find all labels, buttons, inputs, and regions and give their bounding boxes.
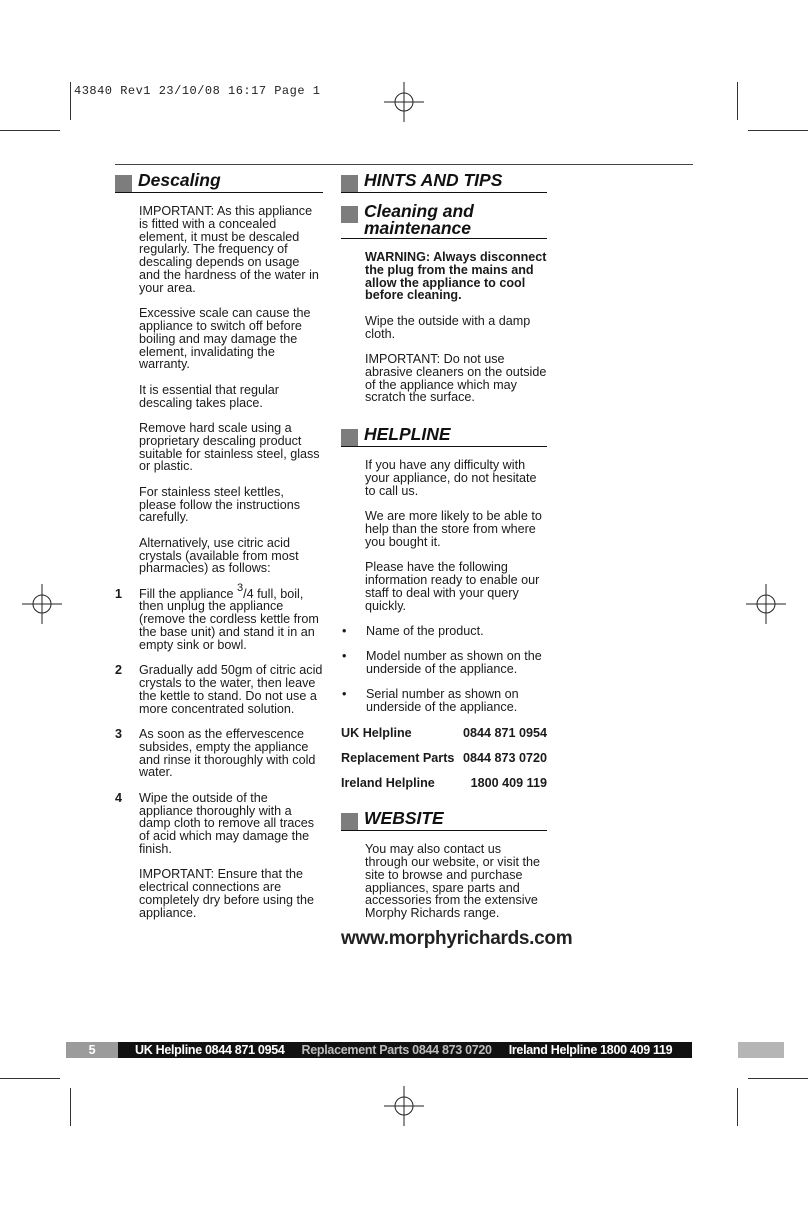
crop-mark (70, 1088, 71, 1126)
helpline-paragraph: If you have any difficulty with your appliance, do not hesitate to call us. (365, 458, 537, 498)
cleaning-title: Cleaning and maintenance (364, 201, 474, 238)
helpline-row (341, 752, 547, 765)
website-title: WEBSITE (364, 808, 444, 829)
descaling-title: Descaling (138, 170, 221, 190)
step-text: Gradually add 50gm of citric acid crystals to the water, then leave the kettle to stand. Do not use a more concentrated solution. (139, 663, 323, 716)
bullet-icon: • (342, 623, 347, 638)
cleaning-paragraph: Wipe the outside with a damp cloth. (365, 313, 531, 341)
helpline-number: 0844 871 0954 (462, 725, 547, 740)
step-number: 3 (115, 727, 123, 742)
heading-square-icon (341, 429, 358, 446)
registration-mark-icon (746, 584, 786, 624)
list-item (341, 688, 547, 714)
footer-grey-tab (738, 1042, 784, 1058)
heading-square-icon (341, 813, 358, 830)
descaling-step (115, 664, 323, 715)
helpline-paragraph: Please have the following information ready to enable our staff to deal with your query quickly. (365, 560, 540, 613)
descaling-column (115, 172, 323, 932)
helpline-paragraph: We are more likely to be able to help than the store from where you bought it. (365, 509, 542, 549)
bullet-icon: • (342, 687, 347, 702)
heading-square-icon (341, 175, 358, 192)
step-text: Wipe the outside of the appliance thoroughly with a damp cloth to remove all traces of acid which may damage the finish. (139, 790, 314, 857)
descaling-paragraph: For stainless steel kettles, please follow the instructions carefully. (139, 484, 301, 525)
helpline-number: 1800 409 119 (470, 776, 547, 791)
footer-replacement-parts: Replacement Parts 0844 873 0720 (301, 1043, 492, 1057)
cleaning-paragraph: IMPORTANT: Do not use abrasive cleaners on the outside of the appliance which may scratch the surface. (365, 351, 547, 405)
descaling-paragraph: IMPORTANT: As this appliance is fitted with a concealed element, it must be descaled regularly. The frequency of descaling depends on usage and the hardness of the water in your area. (139, 204, 319, 295)
crop-mark (737, 1088, 738, 1126)
registration-mark-icon (384, 82, 424, 122)
helpline-label: Replacement Parts (341, 751, 455, 766)
descaling-step (115, 792, 323, 856)
footer-bar (66, 1042, 692, 1058)
list-item (341, 625, 547, 638)
hints-heading (341, 172, 547, 193)
step-number: 4 (115, 790, 123, 805)
step-number: 2 (115, 663, 123, 678)
bullet-icon: • (342, 649, 347, 664)
helpline-label: Ireland Helpline (341, 776, 435, 791)
crop-mark (737, 82, 738, 120)
page-number: 5 (66, 1042, 118, 1058)
website-heading (341, 810, 547, 831)
crop-mark (0, 1078, 60, 1079)
print-slug: 43840 Rev1 23/10/08 16:17 Page 1 (74, 84, 321, 98)
descaling-paragraph: It is essential that regular descaling takes place. (139, 382, 280, 410)
heading-square-icon (341, 206, 358, 223)
list-item-text: Name of the product. (366, 623, 484, 638)
helpline-title: HELPLINE (364, 424, 451, 445)
step-text: Fill the appliance $^3$/4 full, boil, then unplug the appliance (remove the cordless kettle from the base unit) and stand it in an empty sink or bowl. (139, 581, 319, 652)
hints-title: HINTS AND TIPS (364, 170, 503, 190)
footer-uk-helpline: UK Helpline 0844 871 0954 (135, 1043, 285, 1057)
crop-mark (748, 130, 808, 131)
registration-mark-icon (22, 584, 62, 624)
heading-square-icon (115, 175, 132, 192)
cleaning-heading (341, 203, 547, 239)
list-item-text: Serial number as shown on underside of the appliance. (366, 687, 519, 715)
top-rule (115, 164, 693, 165)
crop-mark (70, 82, 71, 120)
cleaning-warning: WARNING: Always disconnect the plug from the mains and allow the appliance to cool before cleaning. (365, 250, 547, 303)
crop-mark (748, 1078, 808, 1079)
crop-mark (0, 130, 60, 131)
registration-mark-icon (384, 1086, 424, 1126)
descaling-step (115, 581, 323, 652)
step-text: As soon as the effervescence subsides, empty the appliance and rinse it thoroughly with cold water. (139, 727, 316, 780)
website-url-link[interactable]: www.morphyrichards.com (341, 928, 573, 950)
descaling-step (115, 728, 323, 779)
list-item (341, 650, 547, 676)
descaling-heading (115, 172, 323, 193)
descaling-paragraph: Remove hard scale using a proprietary descaling product suitable for stainless steel, glass or plastic. (139, 420, 320, 474)
descaling-paragraph: Excessive scale can cause the appliance to switch off before boiling and may damage the element, invalidating the warranty. (139, 306, 311, 372)
hints-column (341, 170, 573, 950)
helpline-label: UK Helpline (341, 725, 412, 740)
descaling-paragraph: Alternatively, use citric acid crystals (available from most pharmacies) as follows: (139, 535, 299, 576)
helpline-row (341, 727, 547, 740)
helpline-number: 0844 873 0720 (462, 751, 547, 766)
step-number: 1 (115, 586, 123, 601)
website-paragraph: You may also contact us through our website, or visit the site to browse and purchase appliances, spare parts and accessories from the extensive Morphy Richards range. (365, 842, 541, 921)
helpline-heading (341, 426, 547, 447)
list-item-text: Model number as shown on the underside of the appliance. (366, 649, 542, 677)
helpline-row (341, 777, 547, 790)
descaling-final-note: IMPORTANT: Ensure that the electrical connections are completely dry before using the appliance. (139, 867, 315, 920)
footer-ireland-helpline: Ireland Helpline 1800 409 119 (508, 1043, 673, 1057)
